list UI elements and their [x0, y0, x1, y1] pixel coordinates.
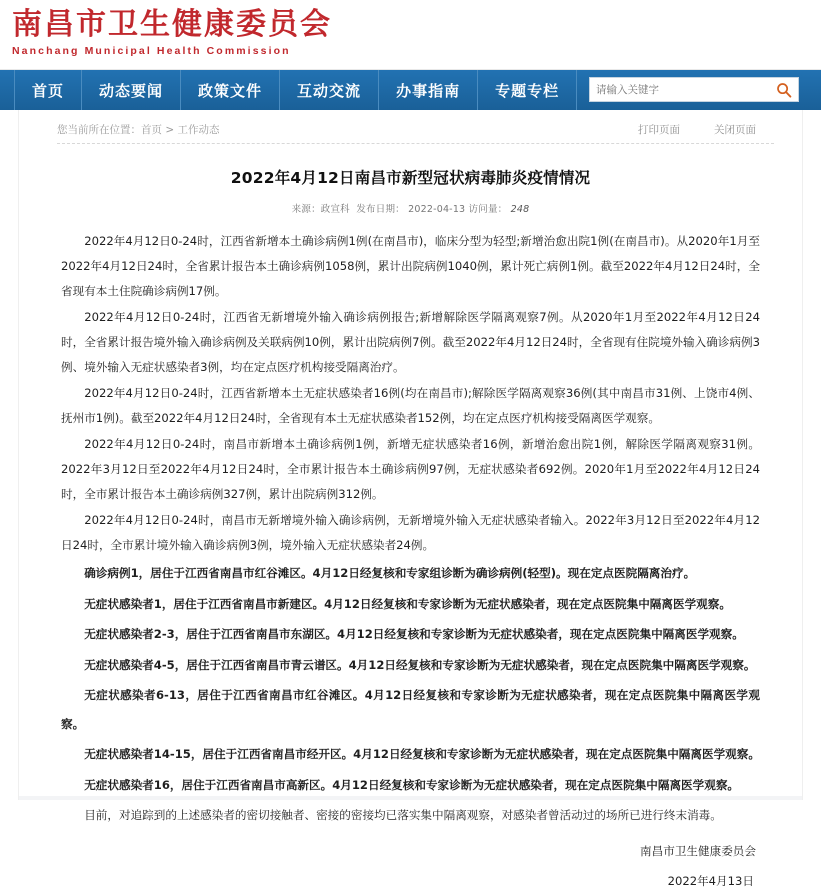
list-item — [61, 681, 760, 738]
list-item — [61, 559, 760, 588]
publish-date-value: 2022-04-13 — [408, 204, 466, 215]
page-title: 2022年4月12日南昌市新型冠状病毒肺炎疫情情况 — [230, 169, 591, 187]
paragraph-city-local: 2022年4月12日0-24时，南昌市新增本土确诊病例1例，新增无症状感染者16例，新增治愈出院1例，解除医学隔离观察31例。2022年3月12日至2022年4月12日24时，全市累计报告本土确诊病例97例，无症状感染者692例。2020年1月至2022年4月12日24时，全市累计报告本土确诊病例327例，累计出院病例312例。 — [61, 437, 760, 501]
case-label: 确诊病例1 — [84, 566, 139, 580]
paragraph-city-imported: 2022年4月12日0-24时，南昌市无新增境外输入确诊病例，无新增境外输入无症状感染者输入。2022年3月12日至2022年4月12日24时，全市累计境外输入确诊病例3例，境外输入无症状感染者24例。 — [61, 513, 760, 552]
nav-item-news[interactable]: 动态要闻 — [82, 70, 181, 110]
case-detail: ，居住于江西省南昌市红谷滩区。4月12日经复核和专家组诊断为确诊病例(轻型)。现在定点医院隔离治疗。 — [138, 566, 696, 580]
case-label: 无症状感染者4-5 — [84, 657, 175, 672]
nav-item-special[interactable]: 专题专栏 — [478, 70, 577, 110]
breadcrumb-bar — [19, 110, 802, 143]
paragraph-closing: 目前，对追踪到的上述感染者的密切接触者、密接的密接均已落实集中隔离观察，对感染者曾活动过的场所已进行终末消毒。 — [84, 808, 722, 822]
nav-item-list — [0, 70, 577, 110]
signature-org: 南昌市卫生健康委员会 — [640, 844, 756, 858]
site-header — [0, 0, 821, 70]
paragraph-provincial-confirmed: 2022年4月12日0-24时，江西省新增本土确诊病例1例(在南昌市)，临床分型为轻型;新增治愈出院1例(在南昌市)。从2020年1月至2022年4月12日24时，全省累计报告本土确诊病例1058例，累计出院病例1040例，累计死亡病例1例。截至2022年4月12日24时，全省现有本土住院确诊病例17例。 — [61, 234, 760, 298]
site-title-cn: 南昌市卫生健康委员会 — [12, 7, 332, 42]
search-button[interactable] — [770, 78, 798, 101]
list-item — [61, 590, 760, 619]
article-meta — [61, 201, 760, 215]
breadcrumb[interactable]: 您当前所在位置：首页 > 工作动态 — [57, 124, 220, 136]
case-label: 无症状感染者14-15 — [84, 747, 191, 761]
site-title-en: Nanchang Municipal Health Commission — [12, 45, 291, 57]
case-detail: ，居住于江西省南昌市东湖区。4月12日经复核和专家诊断为无症状感染者，现在定点医院集中隔离医学观察。 — [174, 627, 744, 641]
footer-divider — [19, 796, 802, 800]
article-signature — [61, 838, 760, 894]
source-value: 政宣科 — [320, 204, 350, 215]
publish-date-label: 发布日期： — [356, 204, 405, 215]
list-item — [61, 620, 760, 649]
list-item — [61, 651, 760, 680]
views-label: 访问量： — [468, 204, 508, 215]
paragraph-provincial-imported: 2022年4月12日0-24时，江西省无新增境外输入确诊病例报告;新增解除医学隔离观察7例。从2020年1月至2022年4月12日24时，全省累计报告境外输入确诊病例及关联病例10例，累计出院病例7例。截至2022年4月12日24时，全省现有住院境外输入确诊病例3例、境外输入无症状感染者3例，均在定点医疗机构接受隔离治疗。 — [61, 310, 760, 374]
article — [19, 144, 802, 894]
nav-item-policy[interactable]: 政策文件 — [181, 70, 280, 110]
list-item — [61, 771, 760, 800]
case-label: 无症状感染者6-13 — [84, 688, 185, 702]
main-navigation — [0, 70, 821, 110]
case-detail: ，居住于江西省南昌市红谷滩区。4月12日经复核和专家诊断为无症状感染者，现在定点医院集中隔离医学观察。 — [61, 688, 760, 731]
content-frame — [18, 110, 803, 888]
paragraph-provincial-asymptomatic: 2022年4月12日0-24时，江西省新增本土无症状感染者16例(均在南昌市);解除医学隔离观察36例(其中南昌市31例、上饶市4例、抚州市1例)。截至2022年4月12日24时，全省现有本土无症状感染者152例，均在定点医疗机构接受隔离医学观察。 — [61, 386, 760, 425]
nav-item-interaction[interactable]: 互动交流 — [280, 70, 379, 110]
nav-item-guide[interactable]: 办事指南 — [379, 70, 478, 110]
site-logo[interactable] — [12, 8, 332, 57]
case-label: 无症状感染者1 — [84, 596, 162, 611]
case-detail: ，居住于江西省南昌市青云谱区。4月12日经复核和专家诊断为无症状感染者，现在定点医院集中隔离医学观察。 — [174, 657, 756, 672]
views-count: 248 — [510, 204, 530, 215]
case-detail: ，居住于江西省南昌市新建区。4月12日经复核和专家诊断为无症状感染者，现在定点医院集中隔离医学观察。 — [161, 596, 731, 611]
search-icon — [776, 82, 792, 98]
article-body — [61, 229, 760, 828]
search-input[interactable] — [590, 78, 770, 101]
print-page-link[interactable]: 打印页面 — [638, 124, 680, 136]
nav-item-home[interactable]: 首页 — [14, 70, 82, 110]
case-detail: ，居住于江西省南昌市高新区。4月12日经复核和专家诊断为无症状感染者，现在定点医院集中隔离医学观察。 — [169, 777, 740, 792]
case-label: 无症状感染者2-3 — [84, 627, 175, 641]
search-box — [589, 77, 799, 102]
source-label: 来源： — [291, 204, 321, 215]
list-item — [61, 740, 760, 769]
signature-date: 2022年4月13日 — [667, 874, 754, 888]
case-label: 无症状感染者16 — [84, 777, 170, 792]
page-action-links — [638, 122, 784, 137]
case-detail: ，居住于江西省南昌市经开区。4月12日经复核和专家诊断为无症状感染者，现在定点医院集中隔离医学观察。 — [190, 747, 760, 761]
close-page-link[interactable]: 关闭页面 — [714, 124, 756, 136]
